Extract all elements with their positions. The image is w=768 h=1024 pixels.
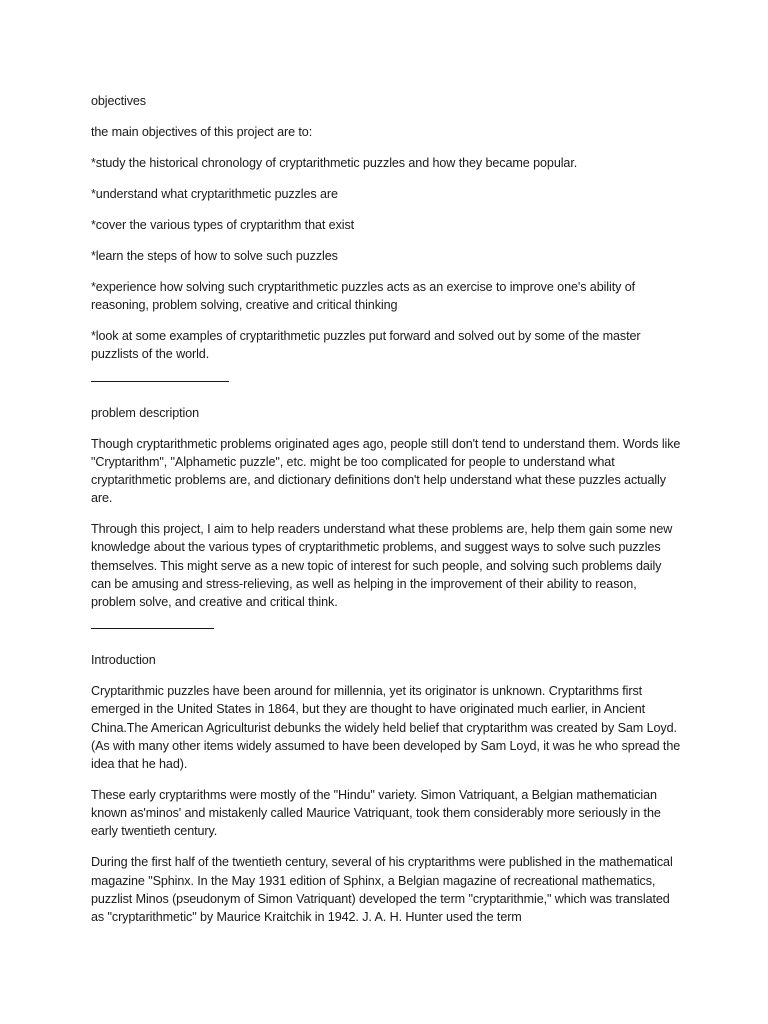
objectives-intro: the main objectives of this project are to: — [91, 125, 313, 139]
problem-description-heading: problem description — [91, 405, 200, 420]
introduction-paragraph: These early cryptarithms were mostly of the "Hindu" variety. Simon Vatriquant, a Belgian mathematician known as'minos' and mistakenly called Maurice Vatriquant, took them considerably more seriously in the early twentieth century. — [91, 788, 661, 839]
objective-item: *understand what cryptarithmetic puzzles are — [91, 187, 338, 201]
objectives-heading: objectives — [91, 94, 147, 108]
objective-item: *learn the steps of how to solve such puzzles — [91, 249, 338, 263]
objective-item: *cover the various types of cryptarithm that exist — [91, 218, 355, 232]
section-divider — [91, 628, 214, 629]
document-body — [91, 92, 681, 939]
introduction-paragraph: During the first half of the twentieth century, several of his cryptarithms were published in the mathematical magazine "Sphinx. In the May 1931 edition of Sphinx, a Belgian magazine of recreational mathematics, puzzlist Minos (pseudonym of Simon Vatriquant) developed the term "cryptarithmie," which was translated as "cryptarithmetic" by Maurice Kraitchik in 1942. J. A. H. Hunter used the term — [91, 855, 673, 925]
introduction-heading: Introduction — [91, 653, 156, 668]
objective-item: *look at some examples of cryptarithmetic puzzles put forward and solved out by some of the master puzzlists of the world. — [91, 329, 641, 362]
introduction-paragraph: Cryptarithmic puzzles have been around for millennia, yet its originator is unknown. Cryptarithms first emerged in the United States in 1864, but they are thought to have originated much earlier, in Ancient China.The American Agriculturist debunks the widely held belief that cryptarithm was created by Sam Loyd. (As with many other items widely assumed to have been developed by Sam Loyd, it was he who spread the idea that he had). — [91, 684, 681, 772]
problem-description-paragraph: Through this project, I aim to help readers understand what these problems are, help them gain some new knowledge about the various types of cryptarithmetic problems, and suggest ways to solve such puzzles themselves. This might serve as a new topic of interest for such people, and solving such problems daily can be amusing and stress-relieving, as well as helping in the improvement of their ability to reason, problem solve, and creative and critical think. — [91, 522, 673, 610]
problem-description-paragraph: Though cryptarithmetic problems originated ages ago, people still don't tend to understand them. Words like "Cryptarithm", "Alphametic puzzle", etc. might be too complicated for people to understand what cryptarithmetic problems are, and dictionary definitions don't help understand what these puzzles actually are. — [91, 436, 681, 506]
objective-item: *study the historical chronology of cryptarithmetic puzzles and how they became popular. — [91, 156, 578, 170]
objective-item: *experience how solving such cryptarithmetic puzzles acts as an exercise to improve one's ability of reasoning, problem solving, creative and critical thinking — [91, 280, 635, 313]
section-divider — [91, 381, 229, 382]
